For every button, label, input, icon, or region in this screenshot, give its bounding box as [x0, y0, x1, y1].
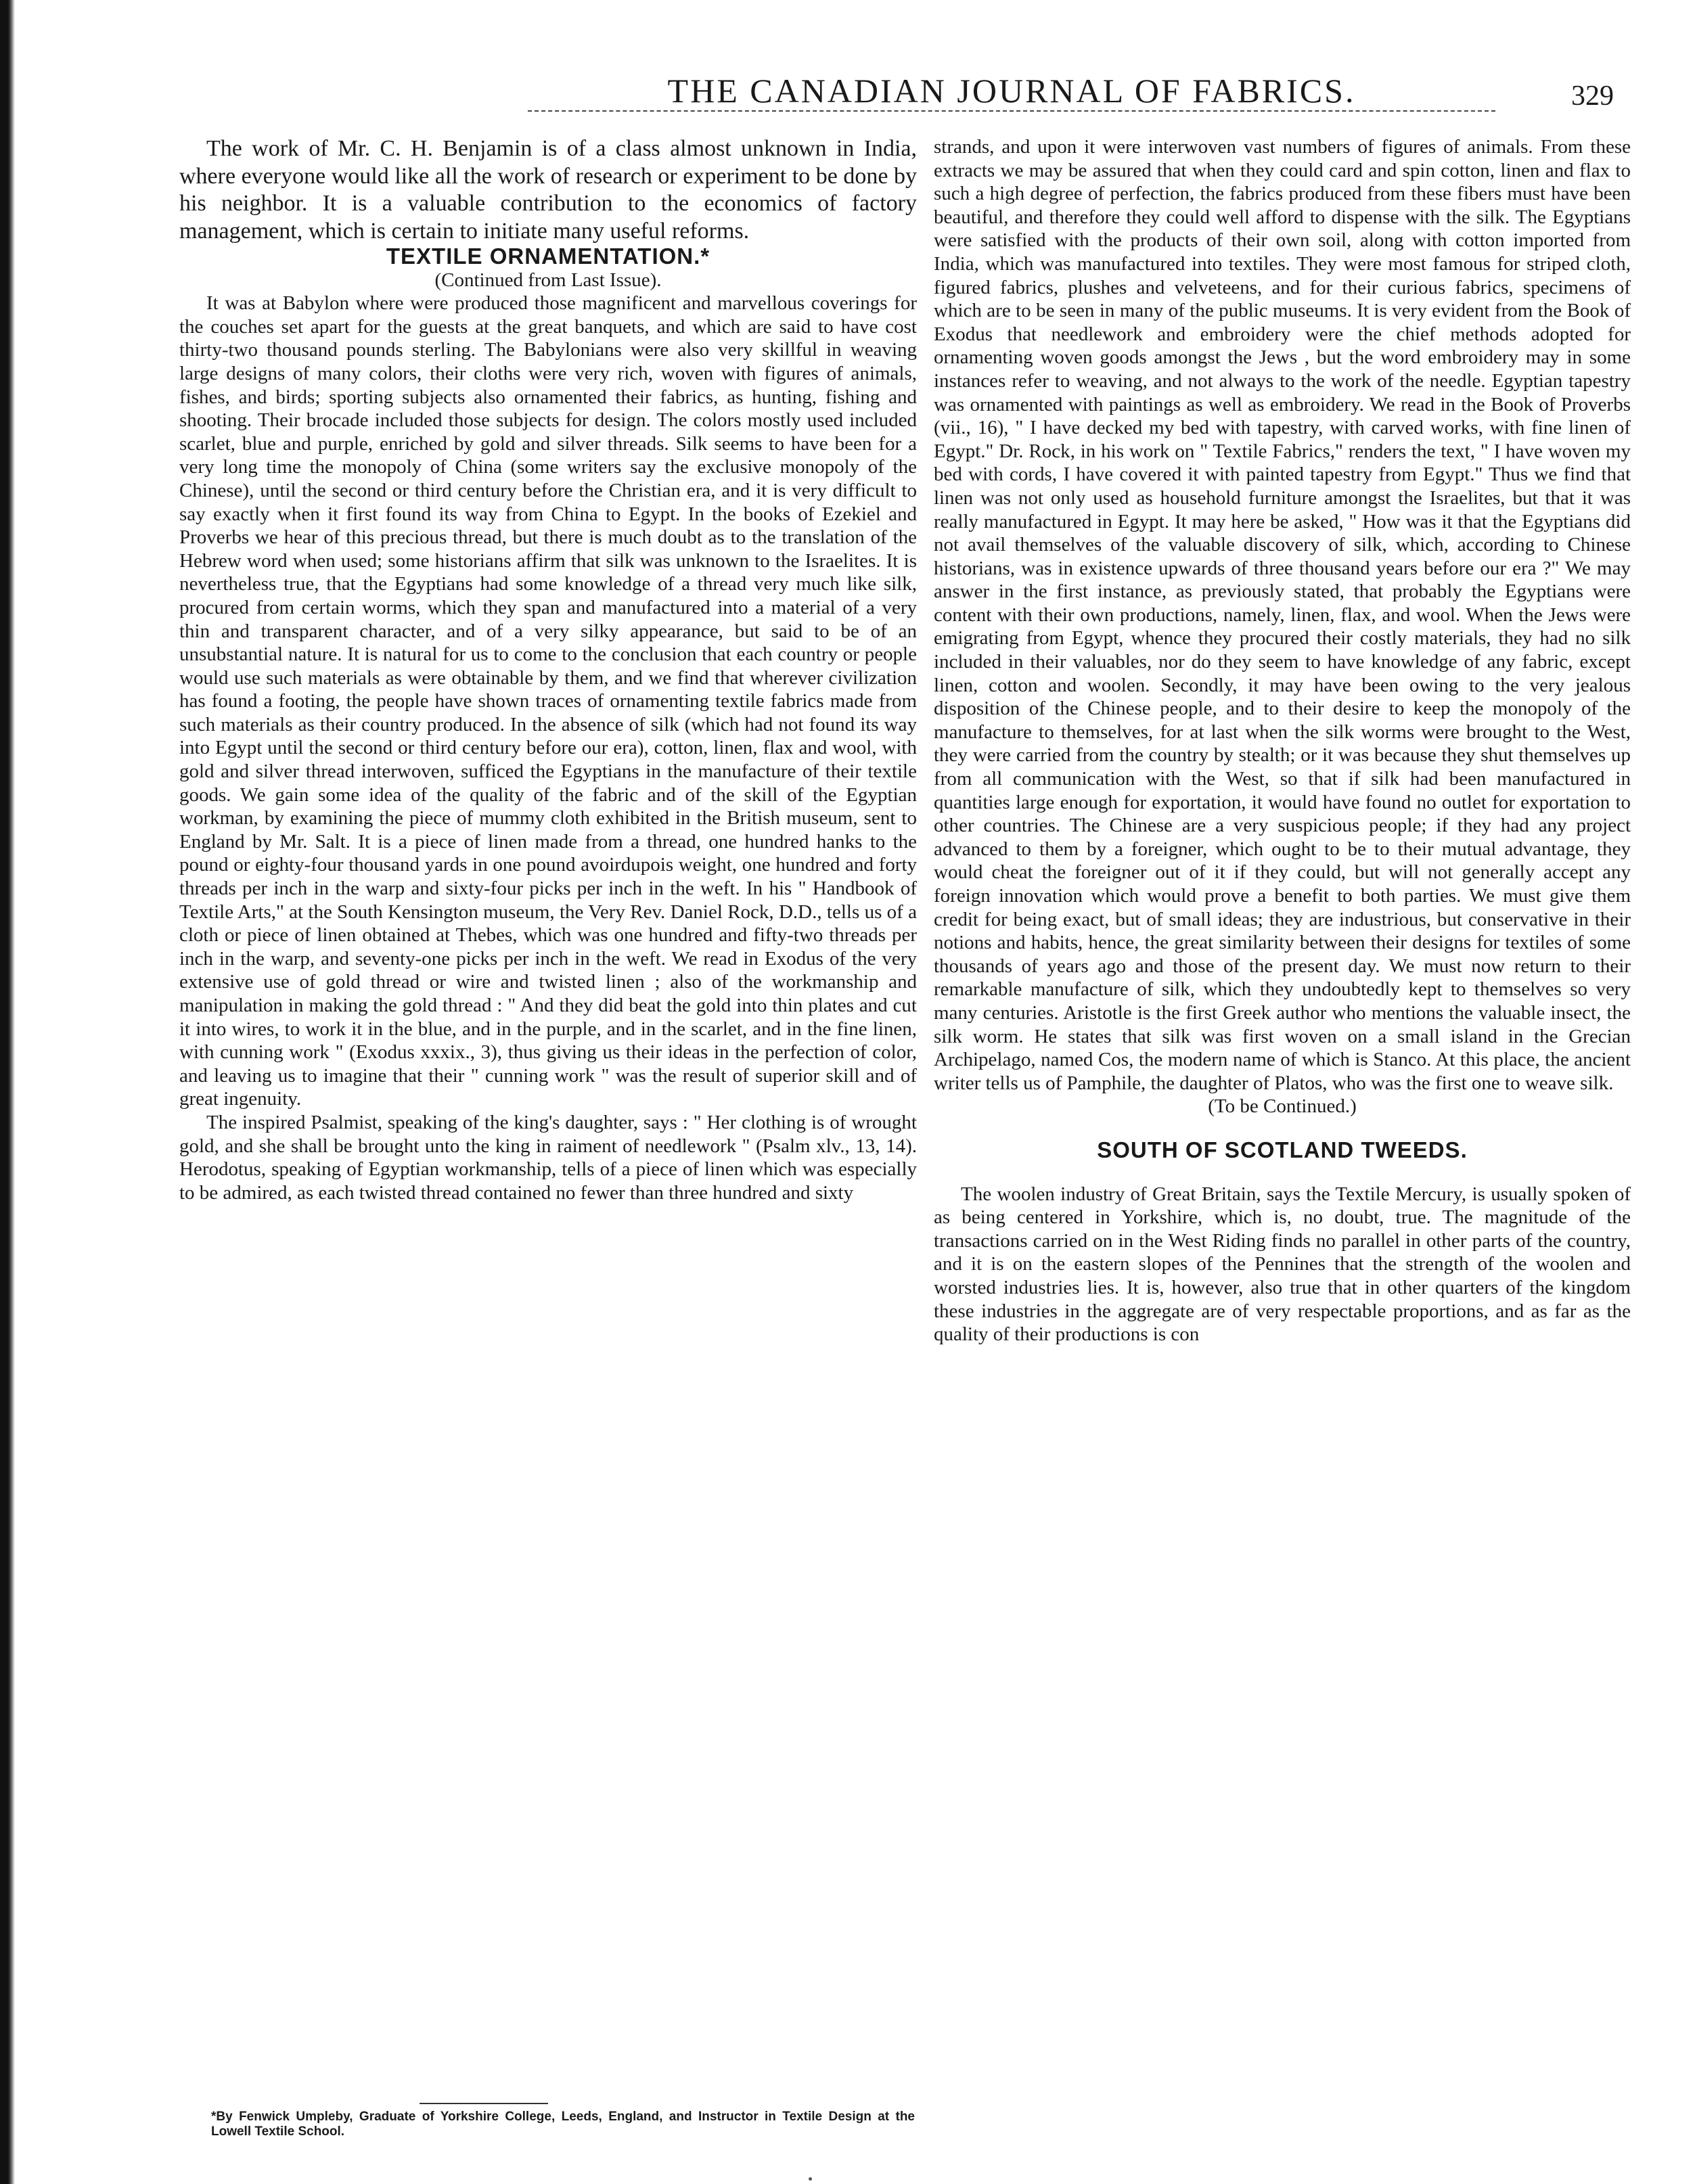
body-paragraph: The woolen industry of Great Britain, says the Textile Mercury, is usually spoken of as being centered in Yorkshire, which is, no doubt, true. The magnitude of the transactions carried on in the West Riding finds no parallel in other parts of the country, and it is on the eastern slopes of the Pennines that the strength of the woolen and worsted industries lies. It is, however, also true that in other quarters of the kingdom these industries in the aggregate are of very respectable proportions, and as far as the quality of their productions is con [934, 1183, 1631, 1346]
left-column [179, 135, 917, 1204]
page-number: 329 [1571, 81, 1614, 112]
to-be-continued: (To be Continued.) [1208, 1095, 1357, 1118]
binding-edge [0, 0, 15, 2184]
body-paragraph: The inspired Psalmist, speaking of the king's daughter, says : " Her clothing is of wrought gold, and she shall be brought unto the king in raiment of needlework " (Psalm xlv., 13, 14). Herodotus, speaking of Egyptian workmanship, tells of a piece of linen which was especially to be admired, as each twisted thread contained no fewer than three hundred and sixty [179, 1111, 917, 1204]
footnote-rule [420, 2103, 548, 2104]
body-paragraph: It was at Babylon where were produced those magnificent and marvellous coverings for the couches set apart for the guests at the great banquets, and which are said to have cost thirty-two thousand pounds sterling. The Babylonians were also very skillful in weaving large designs of many colors, their cloths were very rich, woven with figures of animals, fishes, and birds; sporting subjects also ornamented their fabrics, as hunting, fishing and shooting. Their brocade included those subjects for design. The colors mostly used included scarlet, blue and purple, enriched by gold and silver threads. Silk seems to have been for a very long time the monopoly of China (some writers say the exclusive monopoly of the Chinese), until the second or third century before the Christian era, and it is very difficult to say exactly when it first found its way from China to Egypt. In the books of Ezekiel and Proverbs we hear of this precious thread, but there is much doubt as to the translation of the Hebrew word when used; some historians affirm that silk was unknown to the Israelites. It is nevertheless true, that the Egyptians had some knowledge of a thread very much like silk, procured from certain worms, which they span and manufactured into a material of a very thin and transparent character, and of a very silky appearance, but said to be of an unsubstantial nature. It is natural for us to come to the conclusion that each country or people would use such materials as were obtainable by them, and we find that wherever civilization has found a footing, the people have shown traces of ornamenting textile fabrics made from such materials as their country produced. In the absence of silk (which had not found its way into Egypt until the second or third century before our era), cotton, linen, flax and wool, with gold and silver thread interwoven, sufficed the Egyptians in the manufacture of their textile goods. We gain some idea of the quality of the fabric and of the skill of the Egyptian workman, by examining the piece of mummy cloth exhibited in the British museum, sent to England by Mr. Salt. It is a piece of linen made from a thread, one hundred hanks to the pound or eighty-four thousand yards in one pound avoirdupois weight, one hundred and forty threads per inch in the warp and sixty-four picks per inch in the weft. In his " Handbook of Textile Arts," at the South Kensington museum, the Very Rev. Daniel Rock, D.D., tells us of a cloth or piece of linen obtained at Thebes, which was one hundred and fifty-two threads per inch in the warp, and seventy-one picks per inch in the weft. We read in Exodus of the very extensive use of gold thread or wire and twisted linen ; also of the workmanship and manipulation in making the gold thread : " And they did beat the gold into thin plates and cut it into wires, to work it in the blue, and in the purple, and in the scarlet, and in the fine linen, with cunning work " (Exodus xxxix., 3), thus giving us their ideas in the perfection of color, and leaving us to imagine that their " cunning work " was the result of superior skill and of great ingenuity. [179, 292, 917, 1110]
article-heading-2: SOUTH OF SCOTLAND TWEEDS. [1097, 1137, 1468, 1162]
intro-paragraph: The work of Mr. C. H. Benjamin is of a class almost unknown in India, where everyone would like all the work of research or experiment to be done by his neighbor. It is a valuable contribution to the economics of factory management, which is certain to initiate many useful reforms. [179, 136, 917, 244]
page-mark [809, 2177, 812, 2181]
continued-note: (Continued from Last Issue). [434, 269, 662, 291]
running-header: THE CANADIAN JOURNAL OF FABRICS. [667, 72, 1356, 110]
body-paragraph: strands, and upon it were interwoven vast numbers of figures of animals. From these extracts we may be assured that when they could card and spin cotton, linen and flax to such a high degree of perfection, the fabrics produced from these fibers must have been beautiful, and therefore they could well afford to dispense with the silk. The Egyptians were satisfied with the products of their own soil, along with cotton imported from India, which was manufactured into textiles. They were most famous for striped cloth, figured fabrics, plushes and velveteens, and for their curious fabrics, specimens of which are to be seen in many of the public museums. It is very evident from the Book of Exodus that needlework and embroidery were the chief methods adopted for ornamenting woven goods amongst the Jews , but the word embroidery may in some instances refer to weaving, and not always to the work of the needle. Egyptian tapestry was ornamented with paintings as well as embroidery. We read in the Book of Proverbs (vii., 16), " I have decked my bed with tapestry, with carved works, with fine linen of Egypt." Dr. Rock, in his work on " Textile Fabrics," renders the text, " I have woven my bed with cords, I have covered it with painted tapestry from Egypt." Thus we find that linen was not only used as household furniture amongst the Israelites, but that it was really manufactured in Egypt. It may here be asked, " How was it that the Egyptians did not avail themselves of the valuable discovery of silk, which, according to Chinese historians, was in existence upwards of three thousand years before our era ?" We may answer in the first instance, as previously stated, that probably the Egyptians were content with their own productions, namely, linen, flax, and wool. When the Jews were emigrating from Egypt, whence they procured their costly materials, they had no silk included in their valuables, nor do they seem to have knowledge of any fabric, except linen, cotton and woolen. Secondly, it may have been owing to the very jealous disposition of the Chinese people, and to their desire to keep the monopoly of the manufacture to themselves, for at last when the silk worms were brought to the West, they were carried from the country by stealth; or it was because they shut themselves up from all communication with the West, so that if silk had been manufactured in quantities large enough for exportation, it would have found no outlet for exportation to other countries. The Chinese are a very suspicious people; if they had any project advanced to them by a foreigner, which ought to be to their mutual advantage, they would cheat the foreigner out of it if they could, but will not generally accept any foreign innovation which would prove a benefit to both parties. We must give them credit for being exact, but of small ideas; they are industrious, but conservative in their notions and habits, hence, the great similarity between their designs for textiles of some thousands of years ago and those of the present day. We must now return to their remarkable manufacture of silk, which they undoubtedly kept to themselves so very many centuries. Aristotle is the first Greek author who mentions the valuable insect, the silk worm. He states that silk was first woven on a small island in the Grecian Archipelago, named Cos, the modern name of which is Stanco. At this place, the ancient writer tells us of Pamphile, the daughter of Platos, who was the first one to weave silk. [934, 136, 1631, 1094]
article-heading: TEXTILE ORNAMENTATION.* [386, 244, 710, 269]
header-rule [528, 110, 1495, 112]
right-column [934, 135, 1631, 1346]
footnote: *By Fenwick Umpleby, Graduate of Yorkshire College, Leeds, England, and Instructor in Textile Design at the Lowell Textile School. [211, 2110, 915, 2139]
